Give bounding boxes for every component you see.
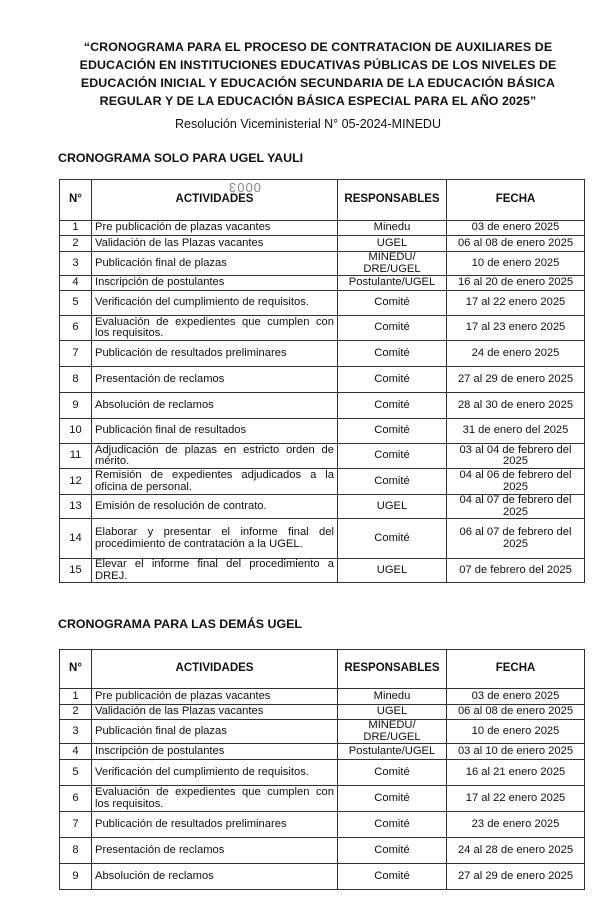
- activity-cell: Evaluación de expedientes que cumplen con los requisitos.: [92, 786, 338, 812]
- responsible-cell: Minedu: [338, 221, 447, 236]
- row-number: 10: [60, 419, 92, 444]
- row-number: 6: [60, 786, 92, 812]
- date-cell: 07 de febrero del 2025: [447, 559, 585, 583]
- activity-cell: Publicación de resultados preliminares: [92, 341, 338, 367]
- row-number: 1: [60, 221, 92, 236]
- row-number: 2: [60, 236, 92, 252]
- row-number: 5: [60, 760, 92, 786]
- date-cell: 06 al 08 de enero 2025: [447, 236, 585, 252]
- activity-cell: Pre publicación de plazas vacantes: [92, 689, 338, 705]
- activity-cell: Adjudicación de plazas en estricto orden de mérito.: [92, 444, 338, 469]
- date-cell: 10 de enero 2025: [447, 720, 585, 744]
- activity-cell: Presentación de reclamos: [92, 838, 338, 864]
- table-row: [60, 812, 585, 838]
- table-row: [60, 495, 585, 519]
- activity-cell: Publicación final de resultados: [92, 419, 338, 444]
- activity-cell: Verificación del cumplimiento de requisitos.: [92, 291, 338, 316]
- schedule-table-yauli: [59, 179, 585, 583]
- table-row: [60, 519, 585, 559]
- table-row: [60, 786, 585, 812]
- date-cell: 04 al 07 de febrero del 2025: [447, 495, 585, 519]
- responsible-cell: Comité: [338, 419, 447, 444]
- date-cell: 17 al 23 enero 2025: [447, 316, 585, 341]
- col-header-number: N°: [60, 650, 92, 689]
- activity-cell: Publicación de resultados preliminares: [92, 812, 338, 838]
- row-number: 7: [60, 812, 92, 838]
- activity-cell: Inscripción de postulantes: [92, 744, 338, 760]
- row-number: 9: [60, 393, 92, 419]
- col-header-responsible: RESPONSABLES: [338, 650, 447, 689]
- document-title: “CRONOGRAMA PARA EL PROCESO DE CONTRATACION DE AUXILIARES DE EDUCACIÓN EN INSTITUCIONES EDUCATIVAS PÚBLICAS DE LOS NIVELES DE EDUCACIÓN INICIAL Y EDUCACIÓN SECUNDARIA DE LA EDUCACIÓN BÁSICA REGULAR Y DE LA EDUCACIÓN BÁSICA ESPECIAL PARA EL AÑO 2025”: [79, 40, 557, 108]
- row-number: 8: [60, 367, 92, 393]
- table-row: [60, 744, 585, 760]
- date-cell: 24 al 28 de enero 2025: [447, 838, 585, 864]
- date-cell: 28 al 30 de enero 2025: [447, 393, 585, 419]
- activity-cell: Pre publicación de plazas vacantes: [92, 221, 338, 236]
- col-header-activities: ACTIVIDADES: [92, 650, 338, 689]
- activity-cell: Validación de las Plazas vacantes: [92, 236, 338, 252]
- table-row: [60, 252, 585, 276]
- responsible-cell: Comité: [338, 444, 447, 469]
- row-number: 13: [60, 495, 92, 519]
- responsible-cell: UGEL: [338, 559, 447, 583]
- col-header-date: FECHA: [447, 650, 585, 689]
- col-header-activities: ACTIVIDADES: [92, 180, 338, 221]
- date-cell: 10 de enero 2025: [447, 252, 585, 276]
- row-number: 5: [60, 291, 92, 316]
- table-row: [60, 760, 585, 786]
- responsible-cell: Comité: [338, 812, 447, 838]
- date-cell: 31 de enero del 2025: [447, 419, 585, 444]
- col-header-number: N°: [60, 180, 92, 221]
- responsible-cell: Comité: [338, 291, 447, 316]
- date-cell: 16 al 21 enero 2025: [447, 760, 585, 786]
- row-number: 7: [60, 341, 92, 367]
- responsible-cell: Comité: [338, 341, 447, 367]
- date-cell: 03 al 10 de enero 2025: [447, 744, 585, 760]
- responsible-cell: Postulante/UGEL: [338, 276, 447, 291]
- activity-cell: Publicación final de plazas: [92, 252, 338, 276]
- table-row: [60, 559, 585, 583]
- responsible-cell: Comité: [338, 838, 447, 864]
- table-row: [60, 444, 585, 469]
- date-cell: 27 al 29 de enero 2025: [447, 864, 585, 890]
- date-cell: 27 al 29 de enero 2025: [447, 367, 585, 393]
- date-cell: 23 de enero 2025: [447, 812, 585, 838]
- table-row: [60, 341, 585, 367]
- responsible-cell: Comité: [338, 316, 447, 341]
- table-row: [60, 720, 585, 744]
- date-cell: 06 al 08 de enero 2025: [447, 705, 585, 720]
- table-row: [60, 419, 585, 444]
- responsible-cell: Minedu: [338, 689, 447, 705]
- table-row: [60, 393, 585, 419]
- activity-cell: Validación de las Plazas vacantes: [92, 705, 338, 720]
- row-number: 4: [60, 744, 92, 760]
- responsible-cell: Postulante/UGEL: [338, 744, 447, 760]
- table-row: [60, 316, 585, 341]
- date-cell: 03 de enero 2025: [447, 689, 585, 705]
- activity-cell: Elevar el informe final del procedimiento a DREJ.: [92, 559, 338, 583]
- responsible-cell: MINEDU/ DRE/UGEL: [338, 720, 447, 744]
- col-header-date: FECHA: [447, 180, 585, 221]
- section-heading-other-ugel: CRONOGRAMA PARA LAS DEMÁS UGEL: [58, 617, 302, 631]
- activity-cell: Inscripción de postulantes: [92, 276, 338, 291]
- activity-cell: Verificación del cumplimiento de requisitos.: [92, 760, 338, 786]
- responsible-cell: Comité: [338, 760, 447, 786]
- responsible-cell: Comité: [338, 864, 447, 890]
- activity-cell: Publicación final de plazas: [92, 720, 338, 744]
- table-row: [60, 291, 585, 316]
- responsible-cell: Comité: [338, 519, 447, 559]
- row-number: 1: [60, 689, 92, 705]
- row-number: 11: [60, 444, 92, 469]
- table-row: [60, 469, 585, 495]
- responsible-cell: MINEDU/ DRE/UGEL: [338, 252, 447, 276]
- activity-cell: Absolución de reclamos: [92, 393, 338, 419]
- row-number: 4: [60, 276, 92, 291]
- row-number: 14: [60, 519, 92, 559]
- responsible-cell: UGEL: [338, 705, 447, 720]
- row-number: 8: [60, 838, 92, 864]
- row-number: 15: [60, 559, 92, 583]
- date-cell: 17 al 22 enero 2025: [447, 291, 585, 316]
- table-row: [60, 367, 585, 393]
- activity-cell: Presentación de reclamos: [92, 367, 338, 393]
- table-row: [60, 705, 585, 720]
- date-cell: 03 de enero 2025: [447, 221, 585, 236]
- table-row: [60, 276, 585, 291]
- date-cell: 24 de enero 2025: [447, 341, 585, 367]
- row-number: 9: [60, 864, 92, 890]
- table-row: [60, 864, 585, 890]
- table-row: [60, 236, 585, 252]
- activity-cell: Emisión de resolución de contrato.: [92, 495, 338, 519]
- activity-cell: Remisión de expedientes adjudicados a la oficina de personal.: [92, 469, 338, 495]
- responsible-cell: Comité: [338, 786, 447, 812]
- row-number: 12: [60, 469, 92, 495]
- schedule-table-other-ugel: [59, 649, 585, 890]
- section-heading-yauli: CRONOGRAMA SOLO PARA UGEL YAULI: [58, 151, 304, 165]
- date-cell: 06 al 07 de febrero del 2025: [447, 519, 585, 559]
- responsible-cell: Comité: [338, 367, 447, 393]
- col-header-responsible: RESPONSABLES: [338, 180, 447, 221]
- activity-cell: Absolución de reclamos: [92, 864, 338, 890]
- table-row: [60, 221, 585, 236]
- date-cell: 17 al 22 enero 2025: [447, 786, 585, 812]
- responsible-cell: UGEL: [338, 495, 447, 519]
- responsible-cell: UGEL: [338, 236, 447, 252]
- row-number: 6: [60, 316, 92, 341]
- activity-cell: Elaborar y presentar el informe final del procedimiento de contratación a la UGEL.: [92, 519, 338, 559]
- date-cell: 03 al 04 de febrero del 2025: [447, 444, 585, 469]
- table-row: [60, 689, 585, 705]
- stamp-number: 0003: [228, 180, 261, 195]
- resolution-reference: Resolución Viceministerial N° 05-2024-MINEDU: [175, 117, 441, 131]
- date-cell: 04 al 06 de febrero del 2025: [447, 469, 585, 495]
- row-number: 3: [60, 252, 92, 276]
- row-number: 2: [60, 705, 92, 720]
- responsible-cell: Comité: [338, 469, 447, 495]
- table-row: [60, 838, 585, 864]
- row-number: 3: [60, 720, 92, 744]
- date-cell: 16 al 20 de enero 2025: [447, 276, 585, 291]
- activity-cell: Evaluación de expedientes que cumplen con los requisitos.: [92, 316, 338, 341]
- responsible-cell: Comité: [338, 393, 447, 419]
